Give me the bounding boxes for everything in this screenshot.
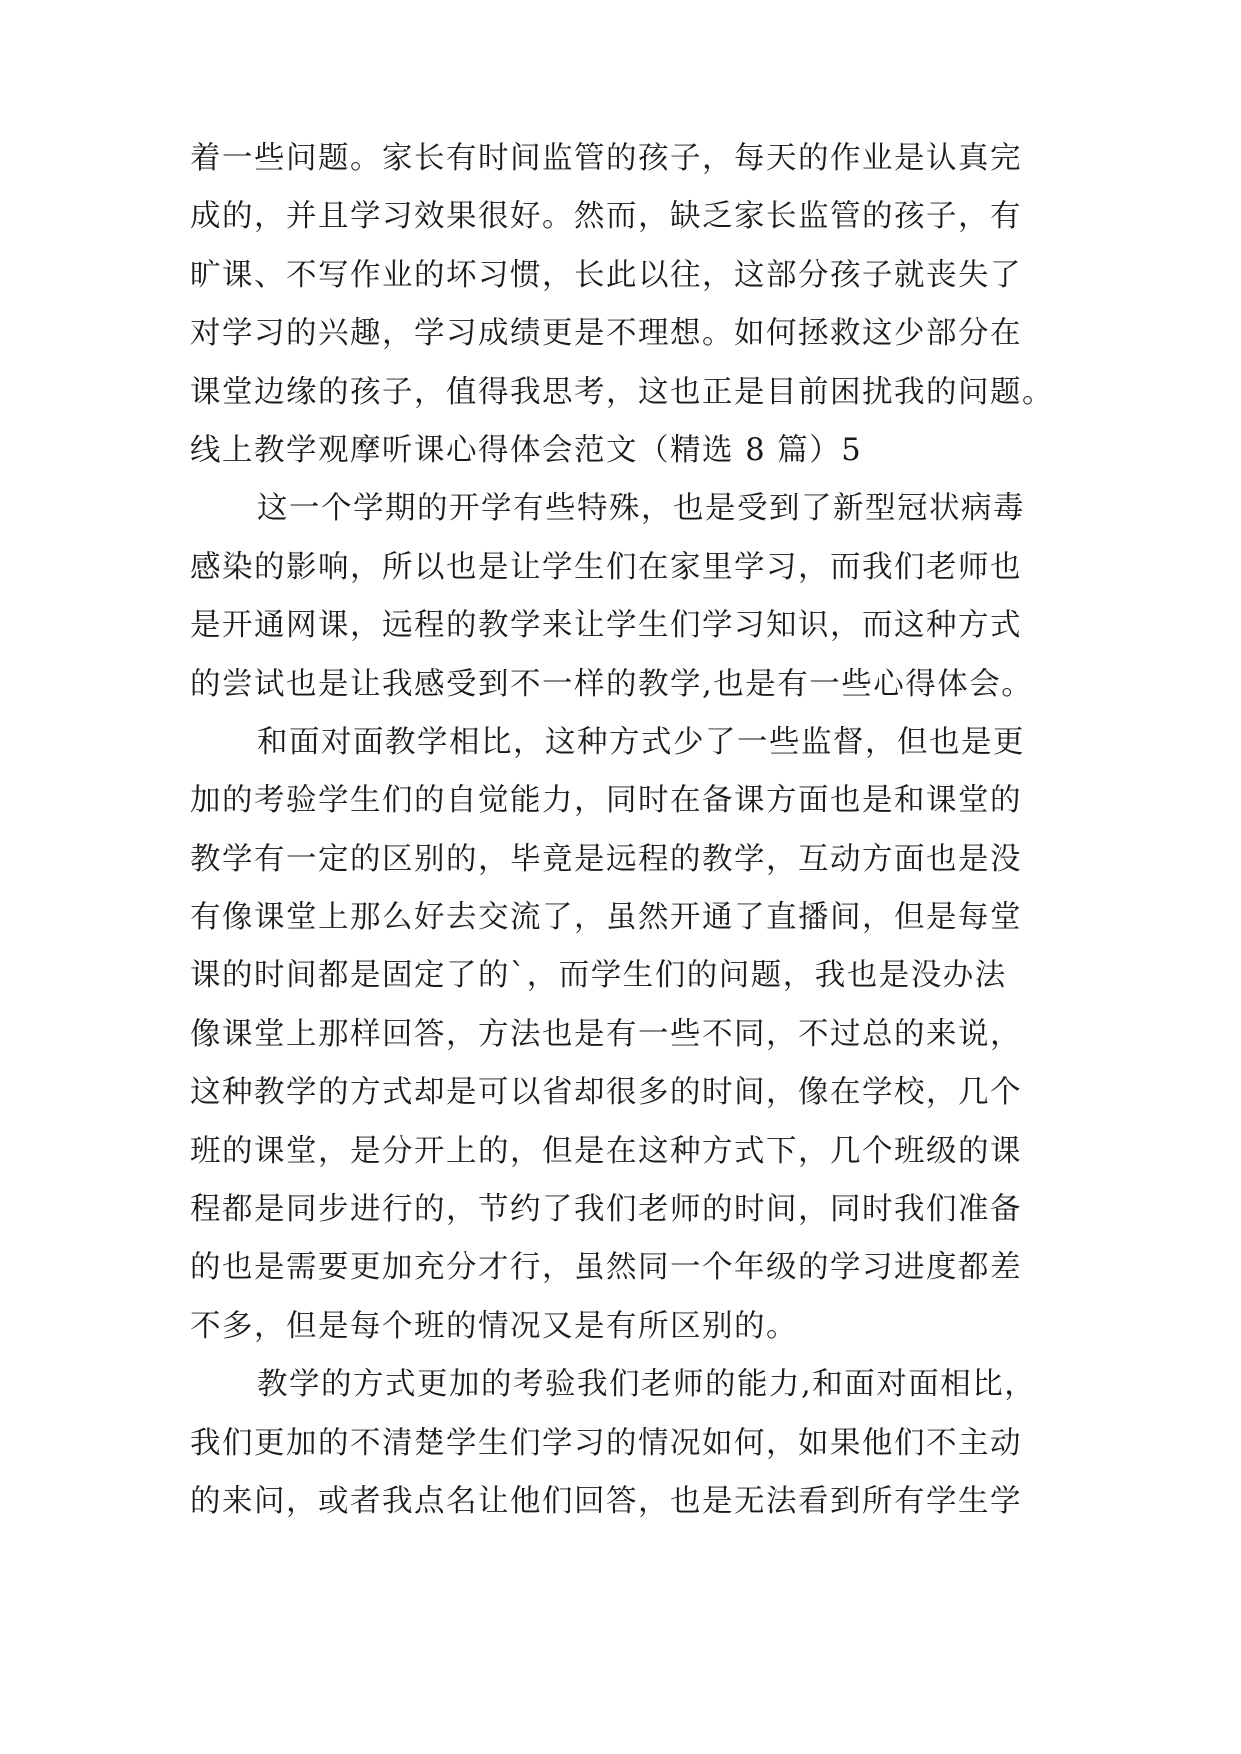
text-line: 感染的影响，所以也是让学生们在家里学习，而我们老师也 [190, 549, 1022, 585]
text-line: 教学有一定的区别的，毕竟是远程的教学，互动方面也是没 [190, 841, 1022, 877]
text-line: 成的，并且学习效果很好。然而，缺乏家长监管的孩子，有 [190, 199, 1022, 235]
text-line: 我们更加的不清楚学生们学习的情况如何，如果他们不主动 [190, 1425, 1022, 1461]
text-line: 程都是同步进行的，节约了我们老师的时间，同时我们准备 [190, 1192, 1022, 1228]
paragraph-start-line: 这一个学期的开学有些特殊，也是受到了新型冠状病毒 [257, 491, 1025, 527]
text-line: 的来问，或者我点名让他们回答，也是无法看到所有学生学 [190, 1483, 1022, 1519]
text-line: 不多，但是每个班的情况又是有所区别的。 [190, 1308, 798, 1344]
text-line: 对学习的兴趣，学习成绩更是不理想。如何拯救这少部分在 [190, 316, 1022, 352]
text-line: 是开通网课，远程的教学来让学生们学习知识，而这种方式 [190, 608, 1022, 644]
text-line: 旷课、不写作业的坏习惯，长此以往，这部分孩子就丧失了 [190, 257, 1022, 293]
paragraph-start-line: 教学的方式更加的考验我们老师的能力,和面对面相比， [257, 1367, 1037, 1403]
document-body [190, 130, 1052, 1531]
text-line: 着一些问题。家长有时间监管的孩子，每天的作业是认真完 [190, 141, 1022, 176]
text-line: 班的课堂，是分开上的，但是在这种方式下，几个班级的课 [190, 1133, 1022, 1169]
text-line: 这种教学的方式却是可以省却很多的时间，像在学校，几个 [190, 1075, 1022, 1111]
text-line: 的尝试也是让我感受到不一样的教学,也是有一些心得体会。 [190, 666, 1034, 702]
text-line: 课堂边缘的孩子，值得我思考，这也正是目前困扰我的问题。 [190, 374, 1054, 410]
section-title: 线上教学观摩听课心得体会范文（精选 8 篇）5 [190, 432, 863, 468]
text-line: 像课堂上那样回答，方法也是有一些不同，不过总的来说， [190, 1016, 1022, 1052]
text-line: 加的考验学生们的自觉能力，同时在备课方面也是和课堂的 [190, 783, 1022, 819]
text-line: 的也是需要更加充分才行，虽然同一个年级的学习进度都差 [190, 1250, 1022, 1286]
paragraph-start-line: 和面对面教学相比，这种方式少了一些监督，但也是更 [257, 724, 1025, 760]
text-line: 有像课堂上那么好去交流了，虽然开通了直播间，但是每堂 [190, 900, 1022, 936]
text-line: 课的时间都是固定了的`，而学生们的问题，我也是没办法 [190, 958, 1007, 994]
